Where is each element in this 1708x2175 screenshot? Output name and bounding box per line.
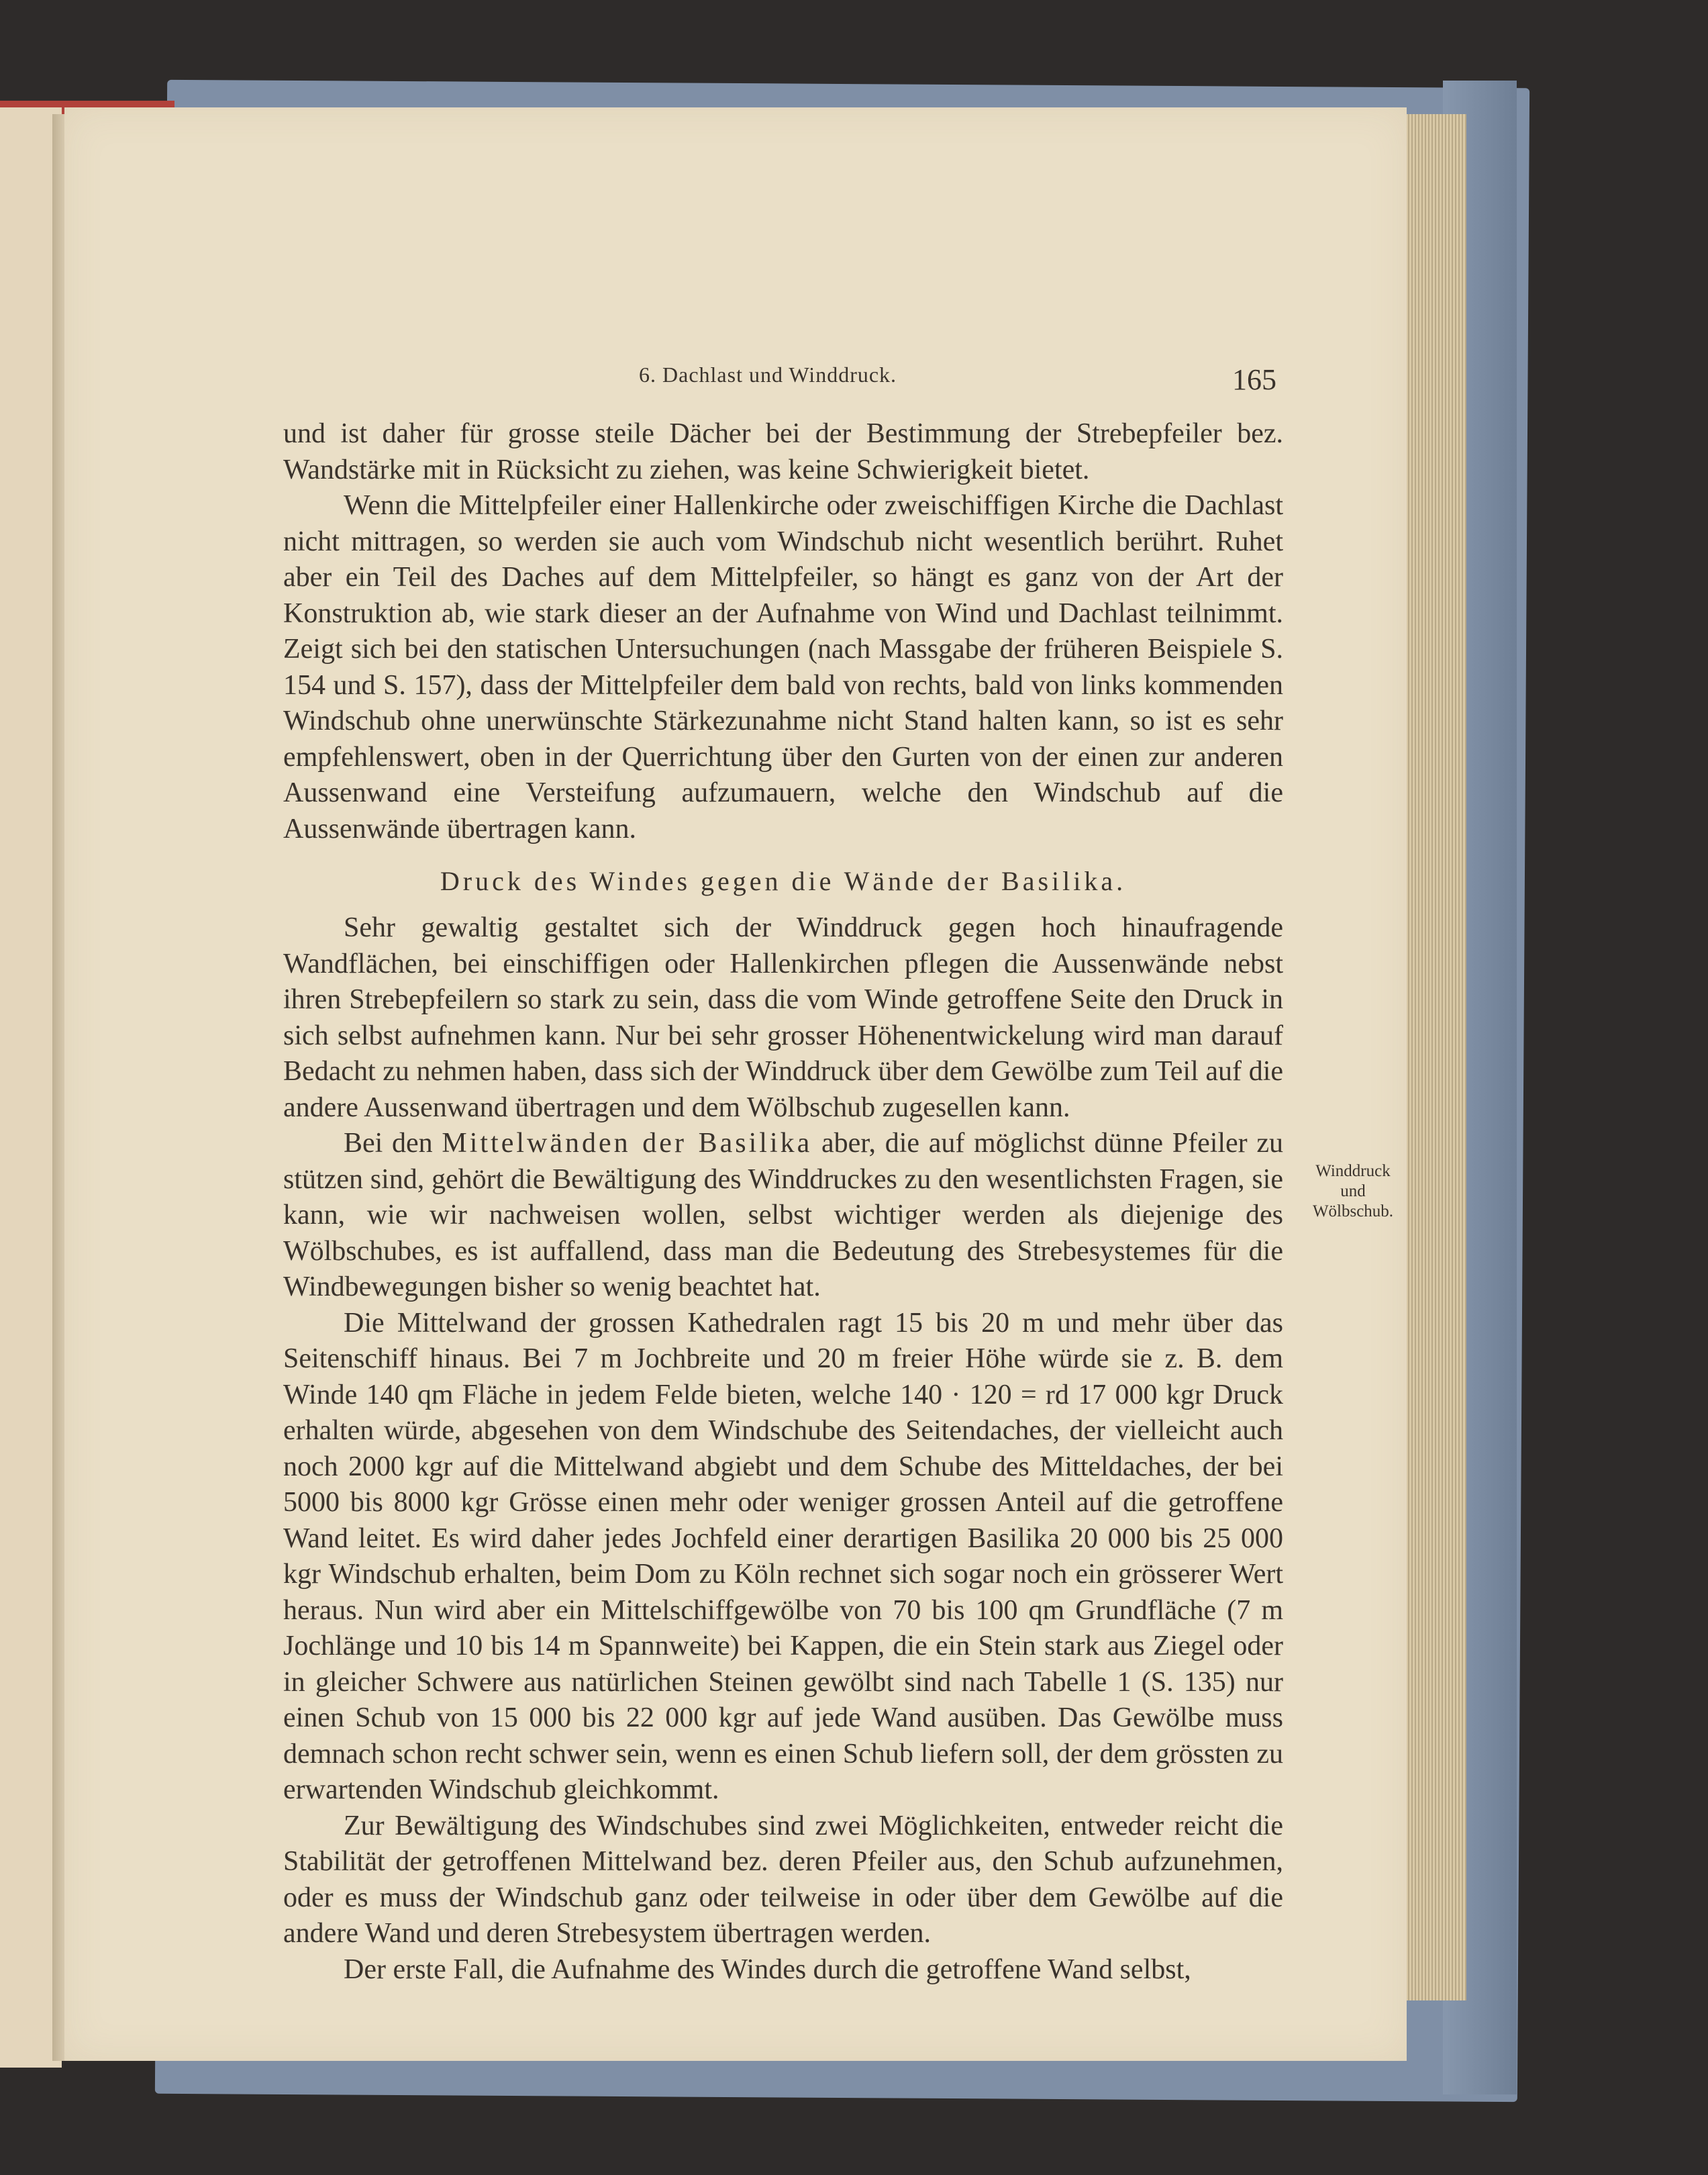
paragraph-rest: aber, die auf möglichst dünne Pfeiler zu stützen sind, gehört die Bewältigung des Winddruckes zu den wesentlichsten Fragen, sie kann, wie wir nachweisen wollen, selbst wichtiger werden als diejenige des Wölbschubes, es ist auffallend, dass man die Bedeutung des Strebesystemes für die Windbewegungen bisher so wenig beachtet hat. (283, 1128, 1283, 1302)
paragraph: Wenn die Mittelpfeiler einer Hallenkirche oder zweischiffigen Kirche die Dachlast nicht mittragen, so werden sie auch vom Windschub nicht wesentlich berührt. Ruhet aber ein Teil des Daches auf dem Mittelpfeiler, so hängt es ganz von der Art der Konstruktion ab, wie stark dieser an der Aufnahme von Wind und Dachlast teilnimmt. Zeigt sich bei den statischen Untersuchungen (nach Massgabe der früheren Beispiele S. 154 und S. 157), dass der Mittelpfeiler dem bald von rechts, bald von links kommenden Windschub ohne unerwünschte Stärkezunahme nicht Stand halten kann, so ist es sehr empfehlenswert, oben in der Querrichtung über den Gurten von der einen zur anderen Aussenwand eine Versteifung aufzumauern, welche den Windschub auf die Aussenwände übertragen kann. (283, 490, 1283, 844)
marginal-note (1293, 1161, 1413, 1222)
spaced-emphasis: Mittelwänden der Basilika (442, 1128, 813, 1159)
paragraph: Zur Bewältigung des Windschubes sind zwei Möglichkeiten, entweder reicht die Stabilität der getroffenen Mittelwand bez. deren Pfeiler aus, den Schub aufzunehmen, oder es muss der Windschub ganz oder teilweise in oder über dem Gewölbe auf die andere Wand und deren Strebesystem übertragen werden. (283, 1810, 1283, 1949)
paragraph: Der erste Fall, die Aufnahme des Windes durch die getroffene Wand selbst, (344, 1953, 1191, 1985)
marginal-note-line: Winddruck (1315, 1162, 1391, 1180)
paragraph-basilika (283, 1126, 1283, 1306)
running-title: 6. Dachlast und Winddruck. (639, 362, 897, 387)
page-number: 165 (1232, 363, 1276, 396)
marginal-note-line: und (1340, 1182, 1366, 1200)
paragraph-lead: Bei den (344, 1128, 442, 1159)
text-block (283, 362, 1283, 1988)
paragraph: und ist daher für grosse steile Dächer bei der Bestimmung der Strebepfeiler bez. Wandstärke mit in Rücksicht zu ziehen, was keine Schwierigkeit bietet. (283, 418, 1283, 485)
section-heading: Druck des Windes gegen die Wände der Basilika. (440, 866, 1127, 896)
paragraph: Sehr gewaltig gestaltet sich der Winddruck gegen hoch hinaufragende Wandflächen, bei einschiffigen oder Hallenkirchen pflegen die Aussenwände nebst ihren Strebepfeilern so stark zu sein, dass die vom Winde getroffene Seite den Druck in sich selbst aufnehmen kann. Nur bei sehr grosser Höhenentwickelung wird man darauf Bedacht zu nehmen haben, dass sich der Winddruck über dem Gewölbe zum Teil auf die andere Aussenwand übertragen und dem Wölbschub zugesellen kann. (283, 912, 1283, 1123)
paragraph: Die Mittelwand der grossen Kathedralen ragt 15 bis 20 m und mehr über das Seitenschiff hinaus. Bei 7 m Jochbreite und 20 m freier Höhe würde sie z. B. dem Winde 140 qm Fläche in jedem Felde bieten, welche 140 · 120 = rd 17 000 kgr Druck erhalten würde, abgesehen von dem Windschube des Seitendaches, der vielleicht auch noch 2000 kgr auf die Mittelwand abgiebt und dem Schube des Mitteldaches, der bei 5000 bis 8000 kgr Grösse einen mehr oder weniger grossen Anteil auf die getroffene Wand leitet. Es wird daher jedes Jochfeld einer derartigen Basilika 20 000 bis 25 000 kgr Windschub erhalten, beim Dom zu Köln rechnet sich sogar noch ein grösserer Wert heraus. Nun wird aber ein Mittelschiffgewölbe von 70 bis 100 qm Grundfläche (7 m Jochlänge und 10 bis 14 m Spannweite) bei Kappen, die ein Stein stark aus Ziegel oder in gleicher Schwere aus natürlichen Steinen gewölbt sind nach Tabelle 1 (S. 135) nur einen Schub von 15 000 bis 22 000 kgr auf jede Wand ausüben. Das Gewölbe muss demnach schon recht schwer sein, wenn es einen Schub liefern soll, der dem grössten zu erwartenden Windschub gleichkommt. (283, 1307, 1283, 1805)
marginal-note-line: Wölbschub. (1312, 1202, 1394, 1220)
book-page (64, 107, 1407, 2061)
page-header (283, 362, 1283, 416)
